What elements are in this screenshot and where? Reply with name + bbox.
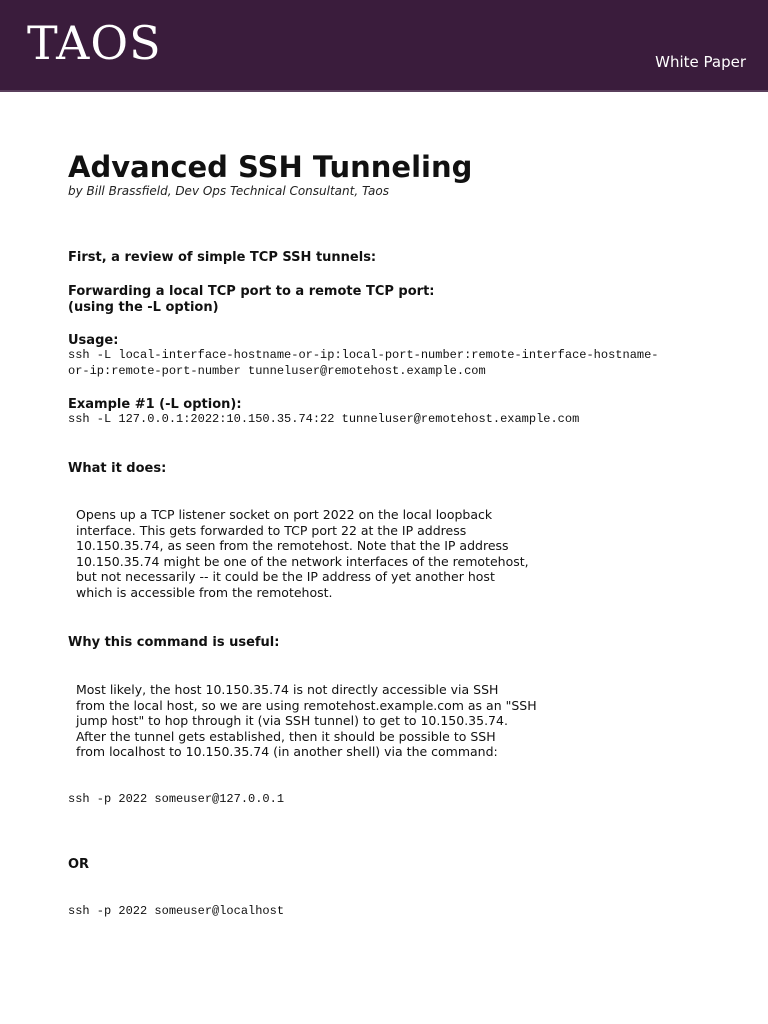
ssh-command-localhost: ssh -p 2022 someuser@localhost xyxy=(68,904,285,918)
review-heading: First, a review of simple TCP SSH tunnels: xyxy=(68,250,377,265)
author-byline: by Bill Brassfield, Dev Ops Technical Consultant, Taos xyxy=(68,184,389,198)
paragraph-line: but not necessarily -- it could be the IP address of yet another host xyxy=(76,569,495,585)
what-paragraph xyxy=(76,507,529,601)
paragraph-line: Opens up a TCP listener socket on port 2022 on the local loopback xyxy=(76,507,493,522)
example-heading: Example #1 (-L option): xyxy=(68,397,242,412)
usage-line-1: ssh -L local-interface-hostname-or-ip:local-port-number:remote-interface-hostname- xyxy=(68,348,659,362)
paragraph-line: After the tunnel gets established, then it should be possible to SSH xyxy=(76,728,496,744)
example-command: ssh -L 127.0.0.1:2022:10.150.35.74:22 tunneluser@remotehost.example.com xyxy=(68,412,580,426)
paragraph-line: 10.150.35.74 might be one of the network interfaces of the remotehost, xyxy=(76,553,529,569)
usage-line-2: or-ip:remote-port-number tunneluser@remotehost.example.com xyxy=(68,364,486,378)
paragraph-line: which is accessible from the remotehost. xyxy=(76,584,333,600)
paragraph-line: interface. This gets forwarded to TCP port 22 at the IP address xyxy=(76,522,467,538)
paragraph-line: Most likely, the host 10.150.35.74 is not directly accessible via SSH xyxy=(76,682,499,697)
why-paragraph xyxy=(76,682,537,760)
forward-heading-line-2: (using the -L option) xyxy=(68,300,219,315)
paragraph-line: from the local host, so we are using remotehost.example.com as an "SSH xyxy=(76,697,537,713)
document-title: Advanced SSH Tunneling xyxy=(68,150,473,184)
header-banner xyxy=(0,0,768,92)
paragraph-line: 10.150.35.74, as seen from the remotehost. Note that the IP address xyxy=(76,538,509,554)
why-heading: Why this command is useful: xyxy=(68,635,280,650)
paragraph-line: jump host" to hop through it (via SSH tunnel) to get to 10.150.35.74. xyxy=(76,713,508,729)
forward-heading-line-1: Forwarding a local TCP port to a remote TCP port: xyxy=(68,284,435,299)
ssh-command-ip: ssh -p 2022 someuser@127.0.0.1 xyxy=(68,792,285,806)
or-label: OR xyxy=(68,857,90,872)
what-heading: What it does: xyxy=(68,461,167,476)
taos-logo: TAOS xyxy=(27,16,162,70)
usage-heading: Usage: xyxy=(68,333,119,348)
document-type-label: White Paper xyxy=(655,53,746,71)
paragraph-line: from localhost to 10.150.35.74 (in another shell) via the command: xyxy=(76,744,498,760)
